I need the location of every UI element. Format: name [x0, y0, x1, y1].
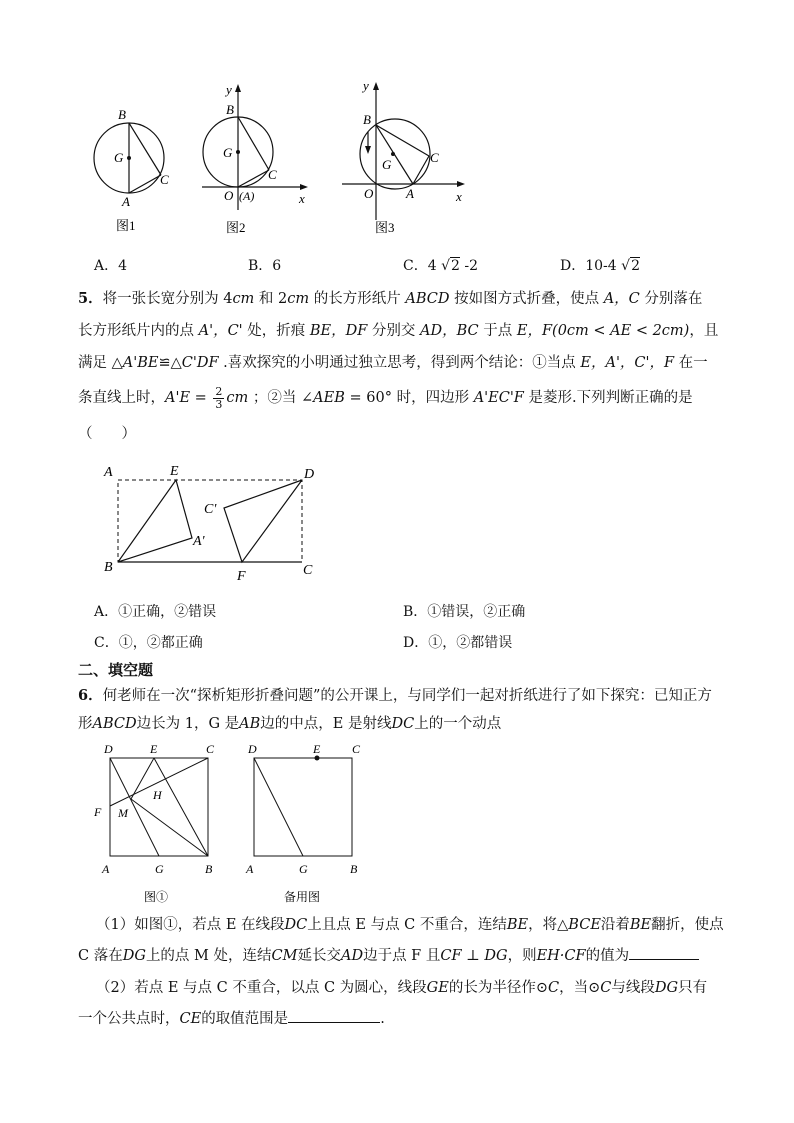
text: 上且点 E 与点 C 不重合，连结 — [307, 917, 507, 933]
text: 与线段 — [611, 980, 655, 996]
math: ABCD — [405, 291, 450, 307]
fig2-caption: 图2 — [226, 220, 246, 235]
fig1-label-g: G — [114, 150, 124, 165]
text: . — [380, 1011, 385, 1027]
fig2-label-c: C — [268, 167, 277, 182]
fig3-x-arrow — [457, 181, 465, 187]
q5-label-c: C — [303, 563, 313, 578]
math: AEB — [313, 390, 345, 406]
math: A，C — [603, 291, 640, 307]
fig1-segment-bc — [129, 123, 161, 175]
q6-fig2-label-b: B — [350, 862, 358, 876]
fig2-segment-ac — [238, 170, 269, 187]
answer-blank-1[interactable] — [629, 945, 699, 960]
text: 在一 — [674, 355, 708, 371]
math: CM — [271, 948, 298, 964]
fig1-caption: 图1 — [116, 218, 136, 233]
q5-option-b[interactable]: B．①错误，②正确 — [403, 604, 526, 620]
q4-figure-3 — [342, 78, 465, 235]
q6-fig2-point-e — [315, 756, 320, 761]
q5-rectangle-dashed — [118, 480, 302, 562]
q5-line-3 — [78, 353, 708, 373]
q6-number: 6． — [78, 687, 103, 704]
text: 只有 — [678, 980, 708, 996]
fig2-label-g: G — [223, 145, 233, 160]
text: ，且 — [689, 323, 719, 339]
q6-fig1-caption: 图① — [144, 890, 169, 904]
fig2-y-arrow — [235, 84, 241, 92]
q4-figure-2 — [202, 82, 308, 235]
q6-fig1-line-mb — [131, 799, 208, 856]
q6-fig1-label-d: D — [104, 742, 113, 756]
text: 的长方形纸片 — [309, 291, 406, 307]
text: 的长为半径作⊙ — [448, 980, 548, 996]
q6-figures — [86, 738, 386, 910]
q5-number: 5． — [78, 290, 103, 307]
q6-fig1-label-h: H — [153, 788, 162, 802]
q5-label-b: B — [104, 560, 113, 575]
text: 上的一个动点 — [414, 716, 502, 732]
fig3-label-c: C — [430, 150, 439, 165]
fig3-center-point — [391, 152, 395, 156]
text: C 落在 — [78, 948, 123, 964]
fig3-label-o: O — [364, 186, 374, 201]
q5-label-f: F — [237, 569, 246, 584]
text: 边于点 F 且 — [363, 948, 441, 964]
math: CF ⊥ DG — [440, 948, 508, 964]
text: 上的点 M 处，连结 — [145, 948, 272, 964]
text: ，则 — [507, 948, 537, 964]
text: 按如图方式折叠，使点 — [449, 291, 604, 307]
text: 一个公共点时， — [78, 1011, 180, 1027]
fig3-segment-bc — [376, 125, 429, 156]
text: 于点 — [478, 323, 517, 339]
text: ，将△ — [528, 917, 569, 933]
fig3-label-x: x — [456, 189, 462, 204]
text: = 60° 时，四边形 — [344, 390, 474, 406]
fig2-segment-bc — [238, 117, 269, 170]
fig3-label-y: y — [363, 78, 369, 93]
text: ；②当 ∠ — [248, 390, 314, 406]
math: A'，C' — [198, 323, 243, 339]
q4-option-b[interactable]: B．6 — [248, 258, 282, 274]
fig2-center-point — [236, 150, 240, 154]
text: 分别交 — [367, 323, 421, 339]
math: BE — [629, 917, 652, 933]
math: BCE — [568, 917, 601, 933]
text: 和 2 — [254, 291, 288, 307]
q5-line-1 — [78, 289, 702, 309]
unit: cm — [232, 291, 255, 307]
q4-option-d-prefix: D．10-4 — [560, 258, 617, 274]
q6-figure-1 — [93, 742, 215, 904]
q6-fig1-line-em — [131, 758, 154, 799]
fraction — [213, 386, 224, 411]
q6-fig1-label-f: F — [94, 805, 102, 819]
text: 满足 △ — [78, 355, 123, 371]
math: BE — [506, 917, 529, 933]
q6-figure-spare — [245, 742, 361, 904]
text: 的取值范围是 — [201, 1011, 289, 1027]
fig2-label-x: x — [299, 191, 305, 206]
q5-label-c-prime: C' — [204, 502, 217, 517]
math: DG — [654, 980, 679, 996]
math: BE，DF — [309, 323, 368, 339]
text: 形 — [78, 716, 93, 732]
math: C — [547, 980, 560, 996]
math: GE — [426, 980, 449, 996]
math: DC — [391, 716, 415, 732]
q6-part1-line-2 — [78, 945, 699, 966]
q5-option-a[interactable]: A．①正确，②错误 — [94, 604, 217, 620]
math: AD，BC — [420, 323, 479, 339]
q6-part1-line-1 — [96, 915, 724, 935]
q6-fig2-label-g: G — [299, 862, 308, 876]
fig2-label-a: (A) — [239, 189, 255, 203]
q4-option-d-radicand: 2 — [631, 258, 640, 274]
q4-option-c-suffix: -2 — [464, 258, 479, 274]
q6-fig2-label-d: D — [248, 742, 257, 756]
q5-line-2 — [78, 321, 718, 341]
text: 何老师在一次“探析矩形折叠问题”的公开课上，与同学们一起对折纸进行了如下探究：已知正方 — [102, 688, 712, 704]
q6-fig1-label-g: G — [155, 862, 164, 876]
fig2-label-y: y — [226, 82, 232, 97]
q4-option-a[interactable]: A．4 — [94, 258, 128, 274]
fig3-label-b: B — [363, 112, 371, 127]
q5-label-e: E — [170, 464, 179, 479]
text: 处，折痕 — [242, 323, 310, 339]
q6-fig2-square — [254, 758, 352, 856]
q5-option-d[interactable]: D．①，②都错误 — [403, 635, 513, 651]
fig1-label-a: A — [122, 194, 130, 209]
q6-fig1-label-b: B — [205, 862, 213, 876]
text: （1）如图①，若点 E 在线段 — [96, 917, 285, 933]
unit: cm — [226, 390, 249, 406]
q5-option-c[interactable]: C．①，②都正确 — [94, 635, 203, 651]
q5-fold-triangle-left — [118, 480, 192, 562]
text: ，当⊙ — [559, 980, 601, 996]
q4-figures — [80, 70, 500, 240]
math: CE — [179, 1011, 202, 1027]
math: C — [600, 980, 612, 996]
fig1-center-point — [127, 156, 131, 160]
text: 是菱形.下列判断正确的是 — [523, 390, 693, 406]
q5-fold-triangle-right — [224, 480, 302, 562]
math: AB — [239, 716, 261, 732]
text: ≌△ — [158, 355, 182, 371]
q6-fig2-line-dg — [254, 758, 303, 856]
fig3-label-a: A — [406, 186, 414, 201]
q5-label-d: D — [304, 467, 315, 482]
q6-fig1-label-c: C — [206, 742, 215, 756]
text: 分别落在 — [639, 291, 703, 307]
math: A'EC'F — [473, 390, 524, 406]
math: DC — [284, 917, 308, 933]
math: A'E — [165, 390, 191, 406]
q6-line-2 — [78, 714, 501, 734]
q5-line-4 — [78, 384, 693, 412]
fig3-caption: 图3 — [375, 220, 395, 235]
q4-option-c-radicand: 2 — [451, 258, 460, 274]
text: （2）若点 E 与点 C 不重合，以点 C 为圆心，线段 — [96, 980, 427, 996]
math: E，F — [516, 323, 553, 339]
q6-fig2-caption: 备用图 — [284, 890, 321, 904]
fig1-label-c: C — [160, 172, 169, 187]
math: C'DF — [181, 355, 219, 371]
answer-blank-2[interactable] — [288, 1008, 380, 1023]
fig3-down-arrow — [365, 146, 371, 154]
q4-option-c[interactable] — [403, 255, 478, 275]
math: E，A'，C'，F — [580, 355, 675, 371]
q6-part2-line-2 — [78, 1008, 385, 1029]
text: 将一张长宽分别为 4 — [102, 291, 233, 307]
q6-fig2-label-a: A — [246, 862, 254, 876]
fig2-label-o: O — [224, 188, 234, 203]
text: 沿着 — [600, 917, 630, 933]
q4-option-c-prefix: C．4 — [403, 258, 437, 274]
q6-fig1-line-be — [154, 758, 208, 856]
q4-figure-1 — [94, 107, 169, 233]
q5-figure — [96, 458, 326, 588]
math: A'BE — [122, 355, 159, 371]
math: EH·CF — [536, 948, 586, 964]
sqrt-symbol: √ — [621, 258, 631, 274]
section-title-fill-in: 二、填空题 — [78, 661, 154, 679]
text: 边的中点，E 是射线 — [260, 716, 392, 732]
math: (0cm < AE < 2cm) — [552, 323, 690, 339]
fig1-segment-ac — [129, 175, 161, 193]
q6-fig1-label-e: E — [150, 742, 158, 756]
q6-line-1 — [78, 686, 712, 706]
fig1-label-b: B — [118, 107, 126, 122]
q5-label-a: A — [104, 465, 113, 480]
q4-option-d[interactable] — [560, 255, 640, 275]
fig2-x-arrow — [300, 184, 308, 190]
unit: cm — [287, 291, 310, 307]
fig3-label-g: G — [382, 157, 392, 172]
text: 长方形纸片内的点 — [78, 323, 199, 339]
q6-fig1-label-a: A — [102, 862, 110, 876]
fraction-numerator: 2 — [215, 384, 223, 398]
q6-part2-line-1 — [96, 978, 707, 998]
fig2-label-b: B — [226, 102, 234, 117]
fraction-denominator: 3 — [215, 397, 223, 411]
text: .喜欢探究的小明通过独立思考，得到两个结论：①当点 — [218, 355, 581, 371]
math: AD — [340, 948, 364, 964]
text: 的值为 — [585, 948, 630, 964]
text: 条直线上时， — [78, 390, 165, 406]
sqrt-symbol: √ — [441, 258, 450, 274]
text: 边长为 1，G 是 — [136, 716, 240, 732]
q5-answer-paren: （ ） — [78, 426, 136, 442]
fig3-y-arrow — [373, 82, 379, 90]
q5-label-a-prime: A' — [193, 534, 205, 549]
math: DG — [122, 948, 146, 964]
text: 延长交 — [297, 948, 341, 964]
q6-fig2-label-c: C — [352, 742, 361, 756]
text: = — [190, 390, 212, 406]
q6-fig2-label-e: E — [313, 742, 321, 756]
math: ABCD — [92, 716, 137, 732]
q6-fig1-label-m: M — [118, 806, 128, 820]
text: 翻折，使点 — [651, 917, 724, 933]
